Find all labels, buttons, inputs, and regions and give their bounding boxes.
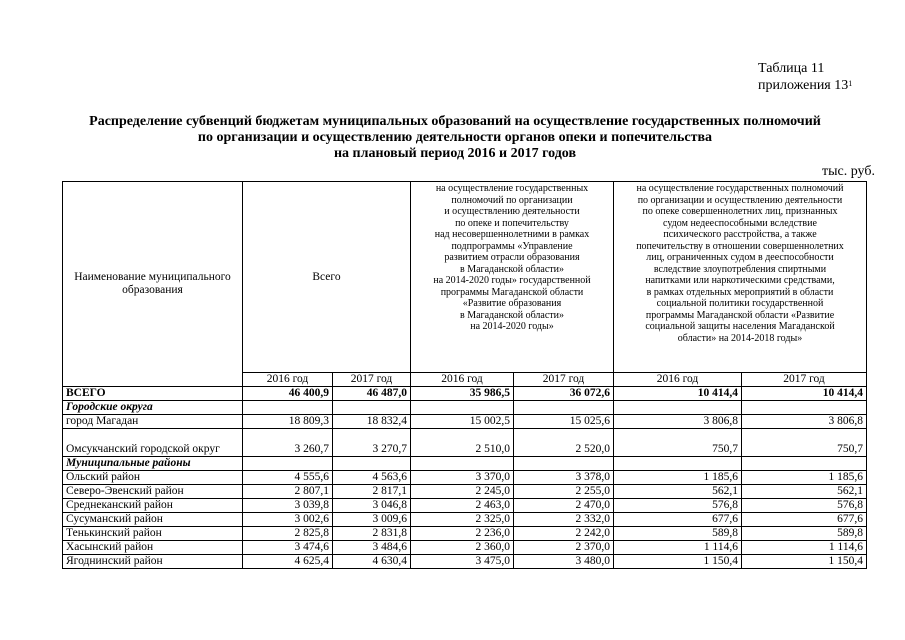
cell-value: 3 039,8 <box>243 499 333 513</box>
header-text-line: в Магаданской области» <box>459 263 565 275</box>
cell-value: 1 185,6 <box>614 471 742 485</box>
cell-value: 1 150,4 <box>742 555 867 569</box>
cell-value: 589,8 <box>742 527 867 541</box>
empty-cell <box>614 401 742 415</box>
title-line: Распределение субвенций бюджетам муниципальных образований на осуществление государственных полномочий <box>89 114 821 129</box>
document-title <box>40 114 870 162</box>
header-text-line: области» на 2014-2018 годы» <box>677 332 803 344</box>
cell-value: 2 520,0 <box>514 429 614 457</box>
cell-value: 3 260,7 <box>243 429 333 457</box>
cell-value: 46 487,0 <box>333 387 411 401</box>
header-total: Всего <box>243 182 411 373</box>
header-text-line: лиц, ограниченных судом в дееспособности <box>646 252 834 263</box>
cell-value: 3 002,6 <box>243 513 333 527</box>
cell-value: 3 806,8 <box>614 415 742 429</box>
table-row <box>63 527 867 541</box>
cell-value: 4 555,6 <box>243 471 333 485</box>
empty-cell <box>243 401 333 415</box>
cell-value: 2 255,0 <box>514 485 614 499</box>
cell-value: 15 025,6 <box>514 415 614 429</box>
table-row <box>63 541 867 555</box>
cell-value: 2 831,8 <box>333 527 411 541</box>
cell-value: 2 510,0 <box>411 429 514 457</box>
empty-cell <box>243 457 333 471</box>
cell-value: 36 072,6 <box>514 387 614 401</box>
header-text-line: по организации и осуществлению деятельности <box>637 194 843 206</box>
cell-value: 2 807,1 <box>243 485 333 499</box>
cell-value: 1 150,4 <box>614 555 742 569</box>
empty-cell <box>514 401 614 415</box>
header-text-line: подпрограммы «Управление <box>451 240 573 252</box>
cell-value: 18 809,3 <box>243 415 333 429</box>
header-text-line: программы Магаданской области <box>440 286 584 298</box>
cell-value: 15 002,5 <box>411 415 514 429</box>
units-label: тыс. руб. <box>822 164 875 179</box>
header-text-line: над несовершеннолетними в рамках <box>434 229 590 240</box>
empty-cell <box>614 457 742 471</box>
header-name: Наименование муниципального образования <box>63 182 243 387</box>
header-text-line: по опеке и попечительству <box>455 217 569 229</box>
cell-value: 3 806,8 <box>742 415 867 429</box>
row-name: город Магадан <box>63 415 243 429</box>
table-row <box>63 499 867 513</box>
cell-value: 10 414,4 <box>614 387 742 401</box>
cell-value: 3 474,6 <box>243 541 333 555</box>
table-reference <box>758 60 852 94</box>
year-header: 2017 год <box>333 373 411 387</box>
year-header: 2017 год <box>742 373 867 387</box>
cell-value: 10 414,4 <box>742 387 867 401</box>
empty-cell <box>514 457 614 471</box>
cell-value: 3 370,0 <box>411 471 514 485</box>
cell-value: 4 563,6 <box>333 471 411 485</box>
header-education-subvention <box>411 182 614 373</box>
header-text-line: и осуществлению деятельности <box>444 206 580 217</box>
cell-value: 1 114,6 <box>742 541 867 555</box>
empty-cell <box>333 457 411 471</box>
empty-cell <box>742 457 867 471</box>
empty-cell <box>411 457 514 471</box>
cell-value: 562,1 <box>742 485 867 499</box>
section-title: Городские округа <box>63 401 243 415</box>
header-text-line: попечительству в отношении совершеннолетних <box>636 240 844 252</box>
cell-value: 2 470,0 <box>514 499 614 513</box>
cell-value: 2 370,0 <box>514 541 614 555</box>
section-row <box>63 401 867 415</box>
cell-value: 562,1 <box>614 485 742 499</box>
header-text-line: социальной политики государственной <box>656 298 824 309</box>
row-name: Тенькинский район <box>63 527 243 541</box>
empty-cell <box>333 401 411 415</box>
cell-value: 3 046,8 <box>333 499 411 513</box>
year-header: 2016 год <box>411 373 514 387</box>
table-row <box>63 485 867 499</box>
row-name: Омсукчанский городской округ <box>63 429 243 457</box>
header-text-line: на 2014-2020 годы» государственной <box>433 275 591 286</box>
cell-value: 2 332,0 <box>514 513 614 527</box>
section-title: Муниципальные районы <box>63 457 243 471</box>
cell-value: 750,7 <box>742 429 867 457</box>
empty-cell <box>411 401 514 415</box>
total-row <box>63 387 867 401</box>
cell-value: 1 114,6 <box>614 541 742 555</box>
cell-value: 677,6 <box>742 513 867 527</box>
header-text-line: на 2014-2020 годы» <box>470 321 554 332</box>
cell-value: 677,6 <box>614 513 742 527</box>
header-text-line: социальной защиты населения Магаданской <box>645 321 835 332</box>
row-name: ВСЕГО <box>63 387 243 401</box>
header-text-line: полномочий по организации <box>451 194 573 206</box>
cell-value: 35 986,5 <box>411 387 514 401</box>
header-text-line: в рамках отдельных мероприятий в области <box>646 286 834 298</box>
cell-value: 1 185,6 <box>742 471 867 485</box>
row-name: Сусуманский район <box>63 513 243 527</box>
cell-value: 576,8 <box>742 499 867 513</box>
row-name: Ягоднинский район <box>63 555 243 569</box>
title-line: по организации и осуществлению деятельности органов опеки и попечительства <box>197 130 713 145</box>
cell-value: 3 480,0 <box>514 555 614 569</box>
year-header: 2016 год <box>614 373 742 387</box>
cell-value: 3 009,6 <box>333 513 411 527</box>
header-text-line: на осуществление государственных <box>435 183 589 194</box>
appendix-number: приложения $13^1$ <box>758 78 853 93</box>
cell-value: 46 400,9 <box>243 387 333 401</box>
cell-value: 2 325,0 <box>411 513 514 527</box>
section-row <box>63 457 867 471</box>
row-name: Среднеканский район <box>63 499 243 513</box>
cell-value: 2 236,0 <box>411 527 514 541</box>
row-name: Северо-Эвенский район <box>63 485 243 499</box>
header-text-line: «Развитие образования <box>462 298 562 309</box>
cell-value: 3 475,0 <box>411 555 514 569</box>
cell-value: 2 817,1 <box>333 485 411 499</box>
cell-value: 2 360,0 <box>411 541 514 555</box>
cell-value: 2 463,0 <box>411 499 514 513</box>
table-row <box>63 513 867 527</box>
header-text-line: вследствие злоупотребления спиртными <box>653 263 827 275</box>
header-row <box>63 182 867 373</box>
cell-value: 3 270,7 <box>333 429 411 457</box>
cell-value: 2 245,0 <box>411 485 514 499</box>
table-row <box>63 415 867 429</box>
empty-cell <box>742 401 867 415</box>
table-row <box>63 471 867 485</box>
header-text-line: на осуществление государственных полномочий <box>636 183 844 194</box>
header-text-line: программы Магаданской области «Развитие <box>645 309 835 321</box>
cell-value: 4 630,4 <box>333 555 411 569</box>
row-name: Ольский район <box>63 471 243 485</box>
table-row <box>63 555 867 569</box>
title-line: на плановый период 2016 и 2017 годов <box>333 146 577 161</box>
cell-value: 2 825,8 <box>243 527 333 541</box>
row-name: Хасынский район <box>63 541 243 555</box>
header-text-line: по опеке совершеннолетних лиц, признанных <box>642 206 838 217</box>
cell-value: 750,7 <box>614 429 742 457</box>
header-text-line: психического расстройства, а также <box>663 229 817 240</box>
cell-value: 3 484,6 <box>333 541 411 555</box>
header-text-line: в Магаданской области» <box>459 309 565 321</box>
cell-value: 589,8 <box>614 527 742 541</box>
header-text-line: напитками или наркотическими средствами, <box>645 275 835 286</box>
header-text-line: судом недееспособными вследствие <box>663 217 817 229</box>
table-number: Таблица 11 <box>758 61 825 76</box>
cell-value: 4 625,4 <box>243 555 333 569</box>
year-header: 2017 год <box>514 373 614 387</box>
header-text-line: развитием отрасли образования <box>444 252 580 263</box>
cell-value: 576,8 <box>614 499 742 513</box>
table-row <box>63 429 867 457</box>
header-social-subvention <box>614 182 867 373</box>
year-header: 2016 год <box>243 373 333 387</box>
cell-value: 2 242,0 <box>514 527 614 541</box>
cell-value: 18 832,4 <box>333 415 411 429</box>
cell-value: 3 378,0 <box>514 471 614 485</box>
subvention-table <box>62 181 867 569</box>
